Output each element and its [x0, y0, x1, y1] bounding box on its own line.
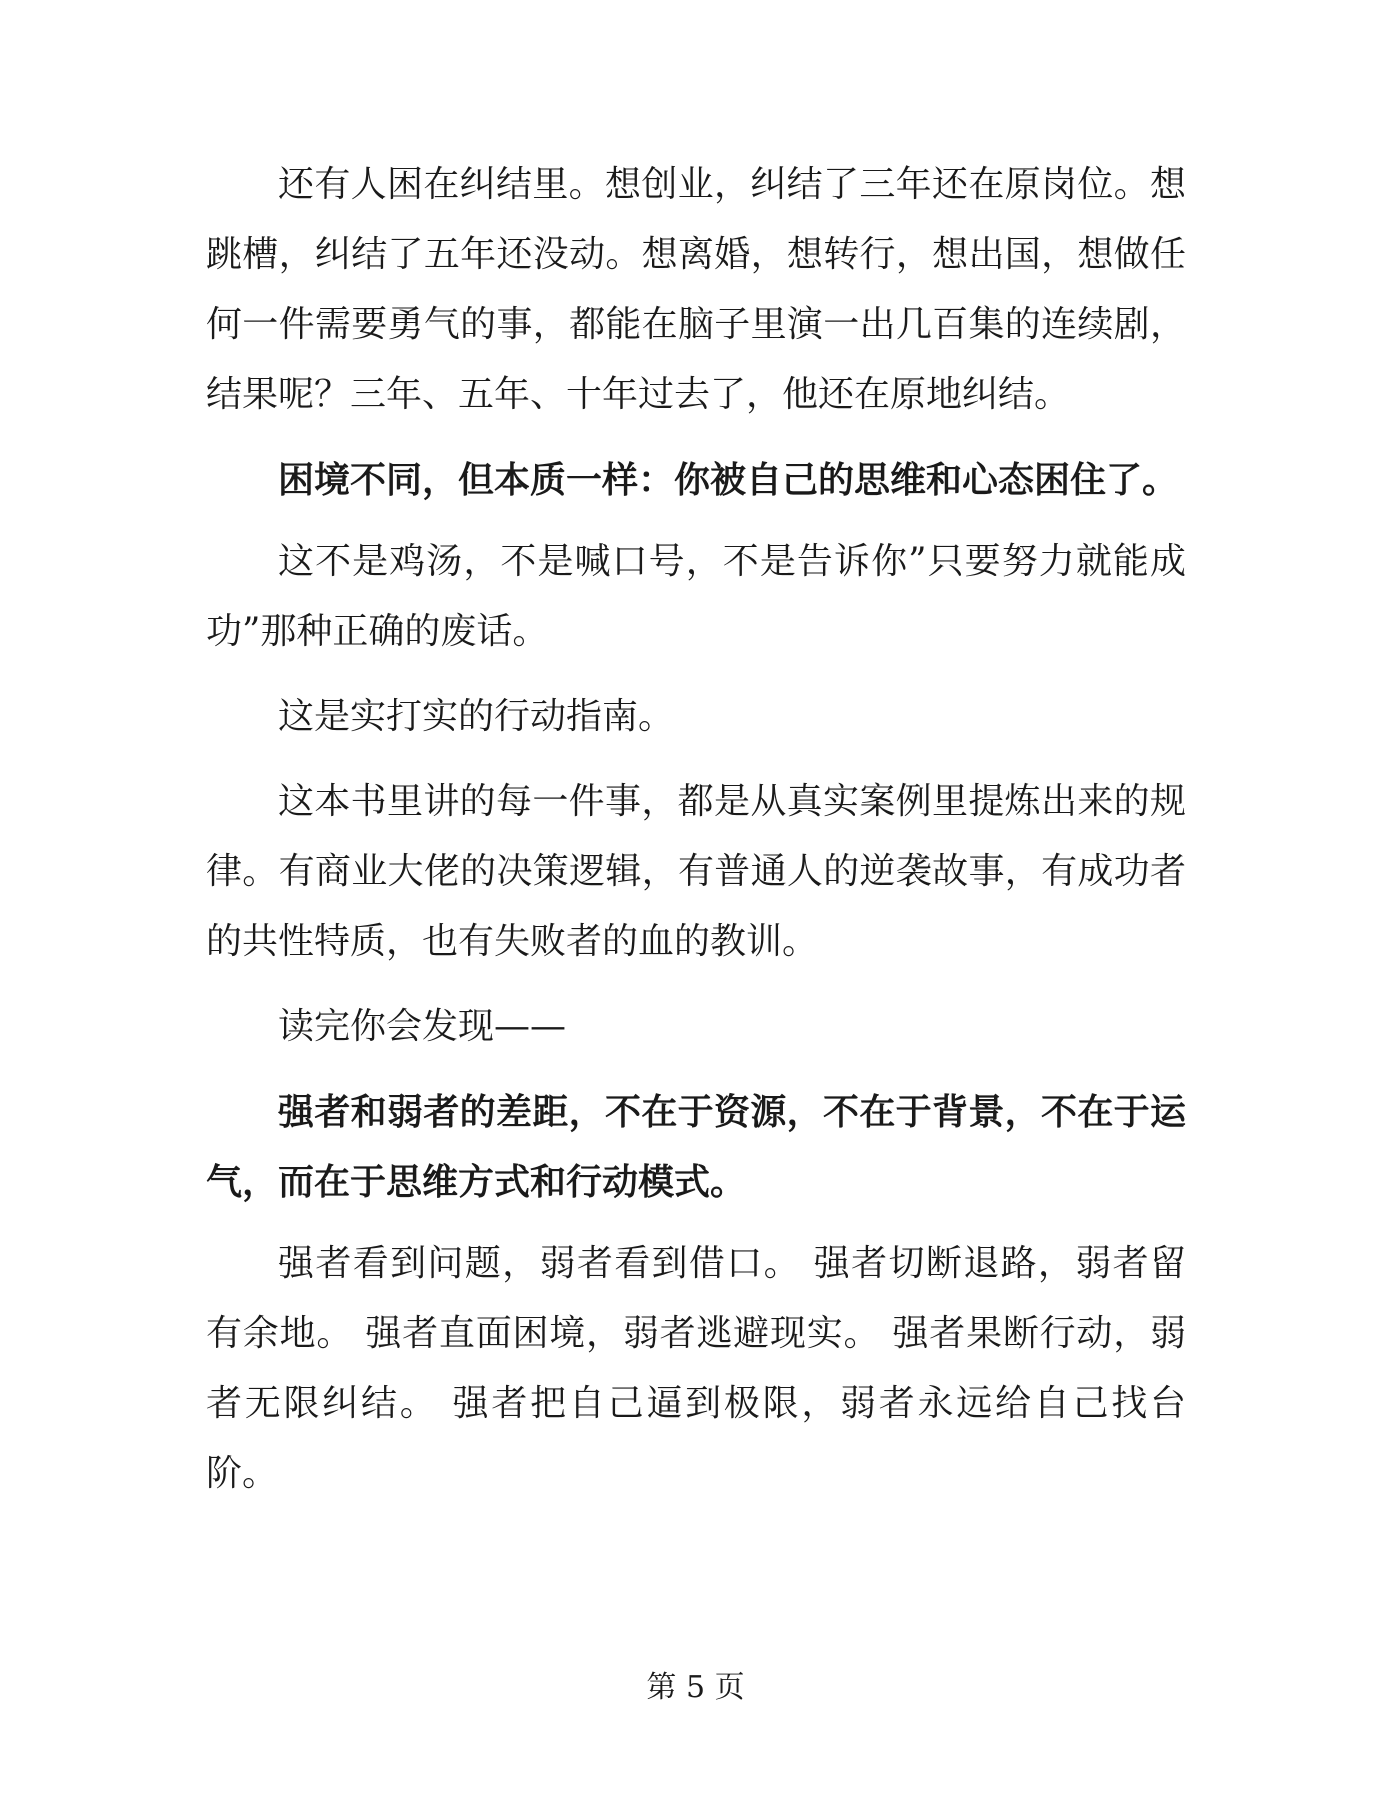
paragraph-gap-thesis: 强者和弱者的差距，不在于资源，不在于背景，不在于运气，而在于思维方式和行动模式。: [206, 1091, 1186, 1203]
paragraph-action-guide: 这是实打实的行动指南。: [278, 696, 675, 737]
paragraph-hesitation: 还有人困在纠结里。想创业，纠结了三年还在原岗位。想跳槽，纠结了五年还没动。想离婚，想转行，想出国，想做任何一件需要勇气的事，都能在脑子里演一出几百集的连续剧，结果呢？三年、五年、十年过去了，他还在原地纠结。: [206, 164, 1186, 415]
page-number: 第 5 页: [646, 1670, 745, 1705]
paragraph-core-point: 困境不同，但本质一样：你被自己的思维和心态困住了。: [278, 459, 1179, 501]
page-body: [206, 150, 1186, 1524]
paragraph-strong-vs-weak: 强者看到问题，弱者看到借口。 强者切断退路，弱者留有余地。 强者直面困境，弱者逃避现实。 强者果断行动，弱者无限纠结。 强者把自己逼到极限，弱者永远给自己找台阶。: [206, 1243, 1186, 1494]
paragraph-real-cases: 这本书里讲的每一件事，都是从真实案例里提炼出来的规律。有商业大佬的决策逻辑，有普通人的逆袭故事，有成功者的共性特质，也有失败者的血的教训。: [206, 781, 1186, 962]
paragraph-not-chicken-soup: 这不是鸡汤，不是喊口号，不是告诉你”只要努力就能成功”那种正确的废话。: [206, 541, 1186, 652]
paragraph-you-will-find: 读完你会发现——: [278, 1006, 567, 1047]
